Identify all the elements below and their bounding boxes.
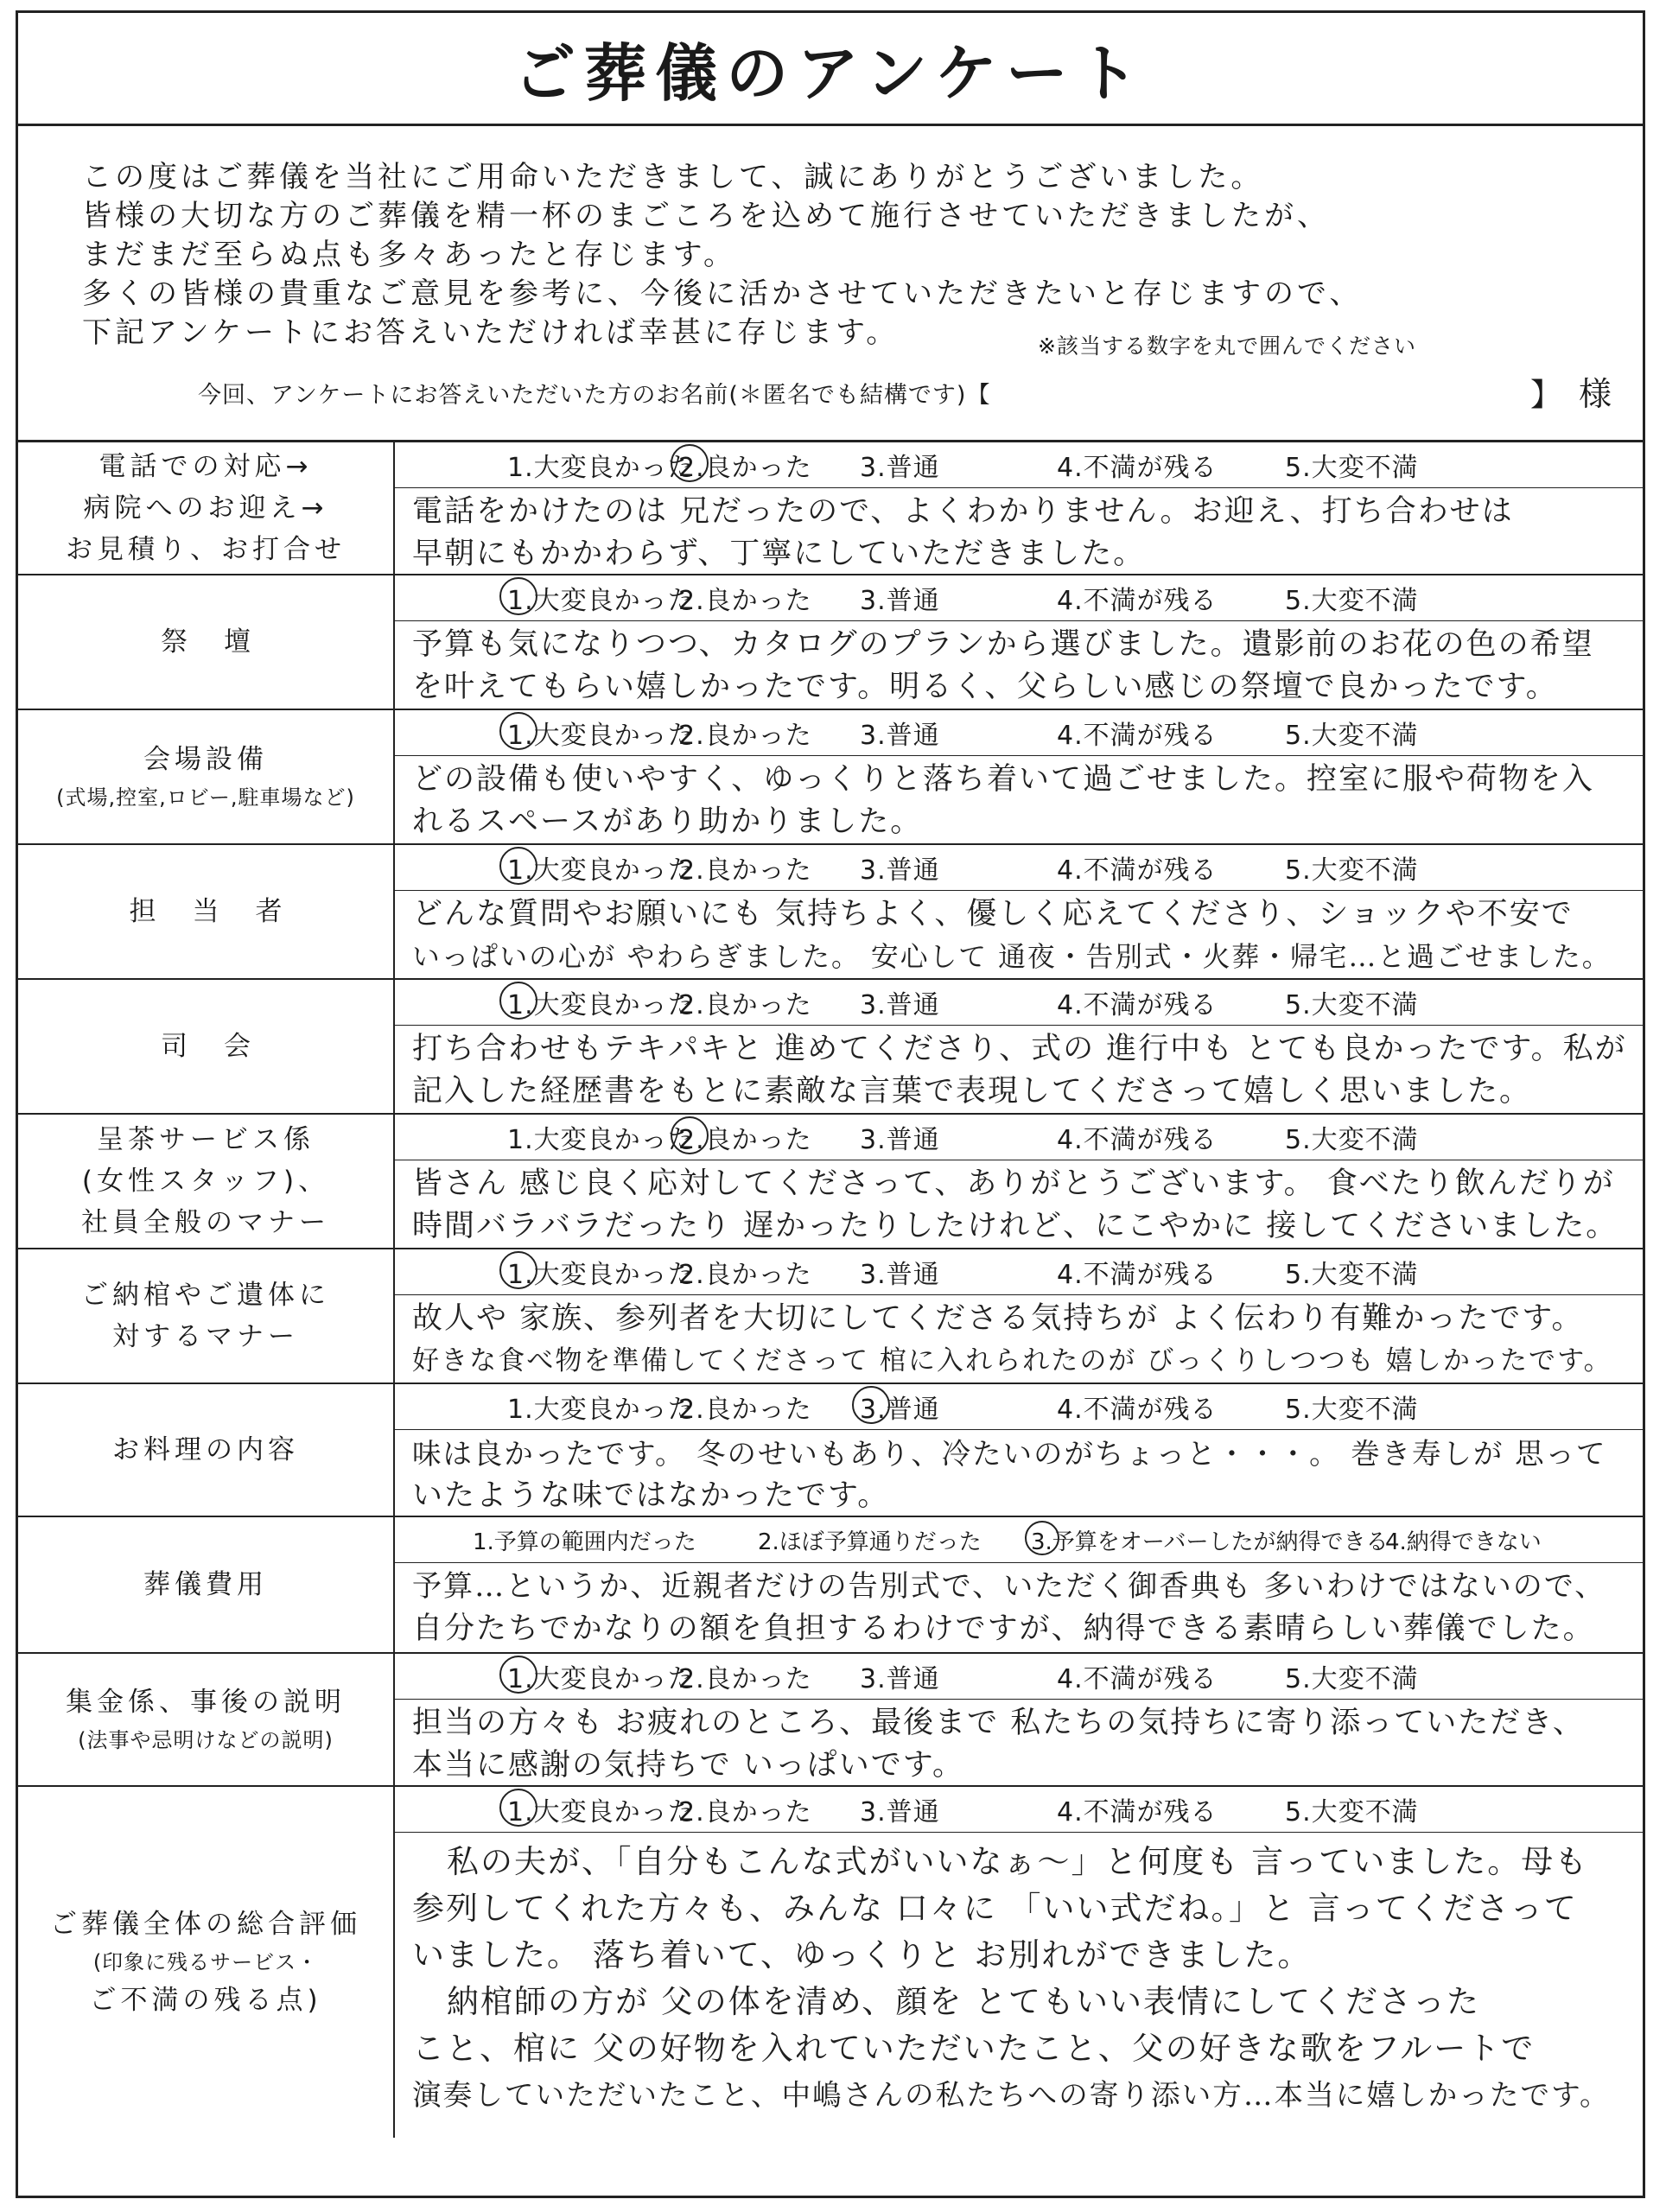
handwritten-comment bbox=[412, 1839, 1629, 2119]
respondent-name-label: 今回、アンケートにお答えいただいた方のお名前(＊匿名でも結構です)【 bbox=[198, 382, 991, 409]
question-label bbox=[18, 845, 395, 978]
intro-text bbox=[82, 158, 1586, 353]
respondent-name-end bbox=[1530, 367, 1612, 415]
rating-option[interactable]: 1.大変良かった bbox=[507, 1395, 695, 1425]
comment-line: いたような味ではなかったです。 bbox=[412, 1478, 890, 1513]
rating-option[interactable]: 5.大変不満 bbox=[1285, 721, 1419, 751]
rating-option-selected[interactable]: 1.大変良かった bbox=[507, 983, 695, 1021]
comment-line: 本当に感謝の気持ちで いっぱいです。 bbox=[412, 1748, 964, 1783]
rating-option[interactable]: 2.良かった bbox=[678, 1664, 812, 1694]
rating-option[interactable]: 4.不満が残る bbox=[1057, 1125, 1218, 1155]
rating-option[interactable]: 2.良かった bbox=[678, 1395, 812, 1425]
comment-line: 予算…というか、近親者だけの告別式で、いただく御香典も 多いわけではないので、 bbox=[412, 1569, 1606, 1604]
question-label-line: 対するマナー bbox=[112, 1321, 299, 1352]
comment-line: 参列してくれた方々も、みんな 口々に 「いい式だね。」と 言ってくださって bbox=[412, 1890, 1578, 1927]
intro-line: 皆様の大切な方のご葬儀を精一杯のまごころを込めて施行させていただきましたが、 bbox=[82, 199, 1330, 233]
rating-option-selected[interactable]: 1.大変良かった bbox=[507, 714, 695, 752]
question-label-line: (式場,控室,ロビー,駐車場など) bbox=[56, 785, 355, 810]
rating-options bbox=[395, 1115, 1643, 1160]
comment-line: いっぱいの心が やわらぎました。 安心して 通夜・告別式・火葬・帰宅…と過ごせました。 bbox=[412, 941, 1612, 973]
rating-option[interactable]: 5.大変不満 bbox=[1285, 855, 1419, 886]
question-label bbox=[18, 1654, 395, 1785]
question-label-line: 集金係、事後の説明 bbox=[66, 1687, 346, 1718]
respondent-name-row bbox=[18, 365, 1643, 417]
comment-line: 皆さん 感じ良く応対してくださって、ありがとうございます。 食べたり飲んだりが bbox=[412, 1166, 1615, 1201]
rating-option[interactable]: 2.良かった bbox=[678, 1260, 812, 1290]
rating-option-selected[interactable]: 1.大変良かった bbox=[507, 579, 695, 617]
rating-option[interactable]: 4.不満が残る bbox=[1057, 855, 1218, 886]
handwritten-comment bbox=[412, 491, 1629, 575]
survey-row bbox=[18, 442, 1643, 575]
question-label-line: 会場設備 bbox=[143, 744, 268, 775]
rating-option[interactable]: 4.納得できない bbox=[1385, 1529, 1542, 1555]
rating-option-selected[interactable]: 1.大変良かった bbox=[507, 1790, 695, 1828]
question-label bbox=[18, 575, 395, 709]
rating-option[interactable]: 4.不満が残る bbox=[1057, 586, 1218, 616]
comment-line: 時間バラバラだったり 遅かったりしたけれど、にこやかに 接してくださいました。 bbox=[412, 1209, 1618, 1243]
handwritten-comment bbox=[412, 624, 1629, 709]
rating-option[interactable]: 4.不満が残る bbox=[1057, 1664, 1218, 1694]
survey-row bbox=[18, 1517, 1643, 1654]
question-label bbox=[18, 1787, 395, 2138]
comment-line: 予算も気になりつつ、カタログのプランから選びました。遺影前のお花の色の希望 bbox=[412, 627, 1594, 662]
question-label bbox=[18, 442, 395, 574]
rating-option[interactable]: 3.普通 bbox=[860, 1260, 940, 1290]
comment-line: 電話をかけたのは 兄だったので、よくわかりません。お迎え、打ち合わせは bbox=[412, 494, 1514, 529]
survey-row bbox=[18, 980, 1643, 1115]
rating-option[interactable]: 1.大変良かった bbox=[507, 1125, 695, 1155]
rating-option[interactable]: 4.不満が残る bbox=[1057, 1260, 1218, 1290]
comment-line: 打ち合わせもテキパキと 進めてくださり、式の 進行中も とても良かったです。私が bbox=[412, 1032, 1627, 1066]
question-label bbox=[18, 1517, 395, 1652]
comment-line: 担当の方々も お疲れのところ、最後まで 私たちの気持ちに寄り添っていただき、 bbox=[412, 1706, 1585, 1740]
rating-option[interactable]: 2.良かった bbox=[678, 855, 812, 886]
rating-option[interactable]: 5.大変不満 bbox=[1285, 1395, 1419, 1425]
handwritten-comment bbox=[412, 1702, 1629, 1787]
instruction-note: ※該当する数字を丸で囲んでください bbox=[1038, 334, 1416, 359]
handwritten-comment bbox=[412, 1028, 1629, 1113]
rating-option[interactable]: 2.良かった bbox=[678, 990, 812, 1020]
rating-option[interactable]: 3.普通 bbox=[860, 586, 940, 616]
survey-row bbox=[18, 845, 1643, 980]
comment-line: れるスペースがあり助かりました。 bbox=[412, 804, 923, 839]
question-label bbox=[18, 710, 395, 843]
survey-row bbox=[18, 575, 1643, 710]
intro-line: この度はご葬儀を当社にご用命いただきまして、誠にありがとうございました。 bbox=[82, 160, 1264, 194]
rating-option[interactable]: 5.大変不満 bbox=[1285, 990, 1419, 1020]
page-title: ご葬儀のアンケート bbox=[513, 37, 1148, 110]
rating-option[interactable]: 4.不満が残る bbox=[1057, 1797, 1218, 1827]
question-label-line: 葬儀費用 bbox=[143, 1569, 268, 1600]
question-label-line: 病院へのお迎え→ bbox=[83, 493, 328, 524]
question-label-line: (法事や忌明けなどの説明) bbox=[78, 1728, 334, 1752]
rating-options bbox=[395, 1654, 1643, 1700]
rating-options bbox=[395, 442, 1643, 488]
comment-line: を叶えてもらい嬉しかったです。明るく、父らしい感じの祭壇で良かったです。 bbox=[412, 670, 1558, 704]
question-label-line: (女性スタッフ)、 bbox=[81, 1166, 330, 1197]
rating-option[interactable]: 3.普通 bbox=[860, 855, 940, 886]
handwritten-comment bbox=[412, 1298, 1629, 1382]
handwritten-comment bbox=[412, 1163, 1629, 1248]
question-label-line: 電話での対応→ bbox=[99, 451, 313, 482]
comment-line: 好きな食べ物を準備してくださって 棺に入れられたのが びっくりしつつも 嬉しかったです。 bbox=[412, 1345, 1612, 1376]
intro-line: まだまだ至らぬ点も多々あったと存じます。 bbox=[82, 238, 736, 272]
intro-line: 下記アンケートにお答えいただければ幸甚に存じます。 bbox=[82, 315, 900, 350]
comment-line: 記入した経歴書をもとに素敵な言葉で表現してくださって嬉しく思いました。 bbox=[412, 1074, 1532, 1109]
rating-option[interactable]: 5.大変不満 bbox=[1285, 1260, 1419, 1290]
question-label-line: ご不満の残る点) bbox=[89, 1985, 322, 2016]
question-label bbox=[18, 1384, 395, 1516]
rating-option[interactable]: 3.普通 bbox=[860, 453, 940, 483]
comment-line: 早朝にもかかわらず、丁寧にしていただきました。 bbox=[412, 537, 1146, 571]
rating-option[interactable]: 4.不満が残る bbox=[1057, 990, 1218, 1020]
rating-option[interactable]: 5.大変不満 bbox=[1285, 1664, 1419, 1694]
question-label-line: ご葬儀全体の総合評価 bbox=[50, 1909, 361, 1940]
comment-line: 味は良かったです。 冬のせいもあり、冷たいのがちょっと・・・。 巻き寿しが 思って bbox=[412, 1437, 1607, 1471]
rating-option[interactable]: 3.普通 bbox=[860, 990, 940, 1020]
rating-options bbox=[395, 1787, 1643, 1833]
question-label-line: (印象に残るサービス・ bbox=[92, 1950, 319, 1974]
rating-options bbox=[395, 1384, 1643, 1430]
comment-line: こと、棺に 父の好物を入れていただいたこと、父の好きな歌をフルートで bbox=[412, 2030, 1536, 2067]
rating-option-selected[interactable]: 1.大変良かった bbox=[507, 1253, 695, 1291]
rating-option[interactable]: 4.不満が残る bbox=[1057, 1395, 1218, 1425]
comment-line: どんな質問やお願いにも 気持ちよく、優しく応えてくださり、ショックや不安で bbox=[412, 897, 1574, 931]
rating-options bbox=[395, 575, 1643, 621]
question-label-line: 担当者 bbox=[129, 896, 319, 927]
survey-table bbox=[18, 440, 1643, 2138]
rating-option-selected[interactable]: 3.予算をオーバーしたが納得できる bbox=[1031, 1524, 1389, 1556]
question-label-line: お見積り、お打合せ bbox=[66, 534, 346, 565]
question-label bbox=[18, 1249, 395, 1382]
rating-option[interactable]: 5.大変不満 bbox=[1285, 586, 1419, 616]
handwritten-comment bbox=[412, 893, 1629, 978]
comment-line: 故人や 家族、参列者を大切にしてくださる気持ちが よく伝わり有難かったです。 bbox=[412, 1301, 1584, 1336]
comment-line: いました。 落ち着いて、ゆっくりと お別れができました。 bbox=[412, 1936, 1312, 1974]
rating-option[interactable]: 5.大変不満 bbox=[1285, 1797, 1419, 1827]
comment-line: 自分たちでかなりの額を負担するわけですが、納得できる素晴らしい葬儀でした。 bbox=[412, 1611, 1595, 1646]
bracket-close: 】 bbox=[1529, 378, 1561, 413]
rating-option[interactable]: 3.普通 bbox=[860, 1664, 940, 1694]
rating-options bbox=[395, 1249, 1643, 1295]
rating-option[interactable]: 3.普通 bbox=[860, 721, 940, 751]
question-label-line: ご納棺やご遺体に bbox=[81, 1280, 330, 1311]
rating-option[interactable]: 5.大変不満 bbox=[1285, 1125, 1419, 1155]
question-label-line: お料理の内容 bbox=[112, 1434, 299, 1465]
intro-line: 多くの皆様の貴重なご意見を参考に、今後に活かさせていただきたいと存じますので、 bbox=[82, 276, 1363, 311]
rating-option[interactable]: 1.大変良かった bbox=[507, 453, 695, 483]
handwritten-comment bbox=[412, 1566, 1629, 1650]
rating-option-selected[interactable]: 1.大変良かった bbox=[507, 849, 695, 887]
rating-option[interactable]: 2.ほぼ予算通りだった bbox=[758, 1529, 982, 1555]
survey-row bbox=[18, 1384, 1643, 1517]
rating-option[interactable]: 2.良かった bbox=[678, 1797, 812, 1827]
rating-option-selected[interactable]: 2.良かった bbox=[678, 446, 812, 484]
rating-option[interactable]: 2.良かった bbox=[678, 586, 812, 616]
rating-option-selected[interactable]: 2.良かった bbox=[678, 1118, 812, 1156]
comment-line: 私の夫が、「自分もこんな式がいいなぁ～」と何度も 言っていました。母も bbox=[447, 1843, 1589, 1880]
rating-option[interactable]: 4.不満が残る bbox=[1057, 453, 1218, 483]
question-label-line: 社員全般のマナー bbox=[81, 1207, 330, 1238]
survey-sheet bbox=[16, 10, 1645, 2198]
survey-row bbox=[18, 1249, 1643, 1384]
question-label-line: 呈茶サービス係 bbox=[97, 1124, 315, 1155]
title-bar bbox=[18, 13, 1643, 126]
rating-option[interactable]: 3.普通 bbox=[860, 1797, 940, 1827]
rating-option[interactable]: 1.予算の範囲内だった bbox=[473, 1529, 696, 1555]
handwritten-comment bbox=[412, 1433, 1629, 1517]
comment-line: どの設備も使いやすく、ゆっくりと落ち着いて過ごせました。控室に服や荷物を入 bbox=[412, 762, 1594, 797]
survey-row bbox=[18, 1115, 1643, 1249]
rating-option[interactable]: 5.大変不満 bbox=[1285, 453, 1419, 483]
rating-options bbox=[395, 980, 1643, 1026]
rating-options bbox=[395, 710, 1643, 756]
question-label bbox=[18, 1115, 395, 1248]
survey-row bbox=[18, 1787, 1643, 2138]
handwritten-comment bbox=[412, 759, 1629, 843]
honorific-suffix: 様 bbox=[1578, 375, 1612, 413]
rating-options bbox=[395, 1517, 1643, 1563]
survey-row bbox=[18, 710, 1643, 845]
rating-option-selected[interactable]: 3.普通 bbox=[860, 1388, 940, 1426]
rating-option[interactable]: 3.普通 bbox=[860, 1125, 940, 1155]
rating-option[interactable]: 2.良かった bbox=[678, 721, 812, 751]
comment-line: 納棺師の方が 父の体を清め、顔を とてもいい表情にしてくださった bbox=[447, 1983, 1481, 2020]
question-label bbox=[18, 980, 395, 1113]
survey-row bbox=[18, 1654, 1643, 1787]
rating-option-selected[interactable]: 1.大変良かった bbox=[507, 1657, 695, 1695]
comment-line: 演奏していただいたこと、中嶋さんの私たちへの寄り添い方…本当に嬉しかったです。 bbox=[412, 2078, 1611, 2112]
rating-options bbox=[395, 845, 1643, 891]
question-label-line: 司会 bbox=[161, 1031, 287, 1062]
question-label-line: 祭壇 bbox=[161, 626, 287, 658]
rating-option[interactable]: 4.不満が残る bbox=[1057, 721, 1218, 751]
